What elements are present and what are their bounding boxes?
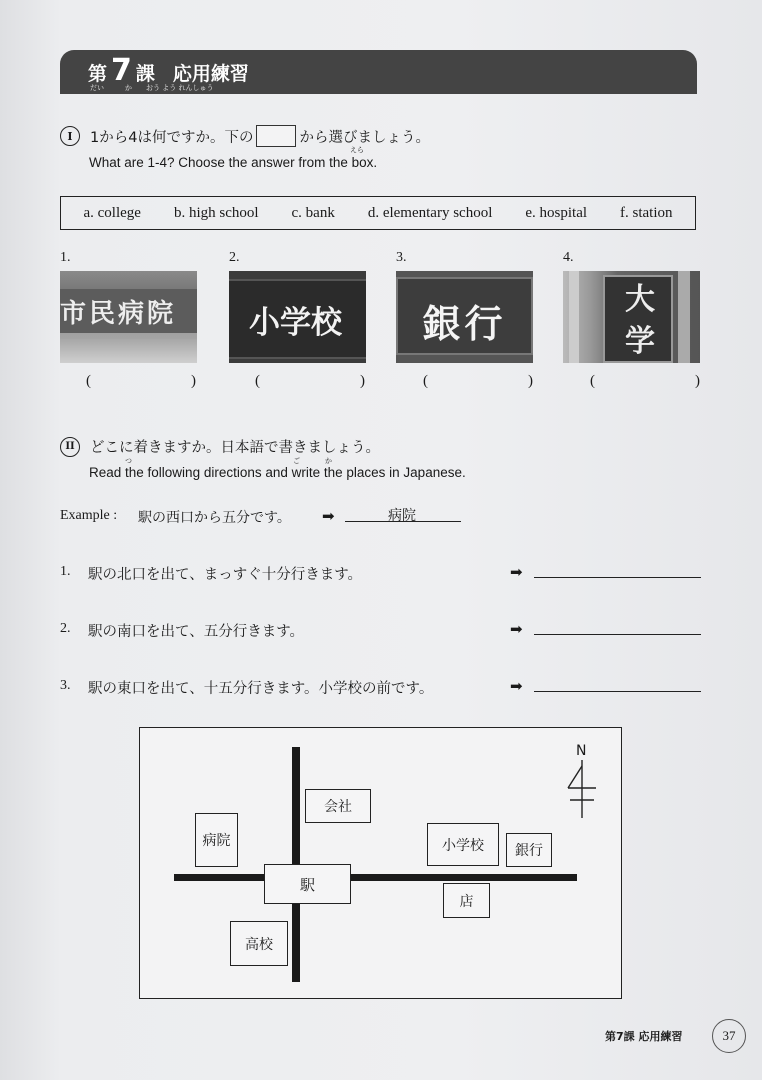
lesson-suffix: 課	[135, 63, 155, 85]
q3-answer-line[interactable]	[534, 691, 701, 692]
example-text: 駅の西口から五分です。	[138, 510, 291, 526]
ruby-tsu: つ	[125, 457, 132, 465]
item-4-number: 4.	[563, 250, 574, 265]
building-elementary-school: 小学校	[427, 823, 499, 866]
item-3-number: 3.	[396, 250, 407, 265]
section2-numeral: II	[60, 437, 80, 457]
item-2-number: 2.	[229, 250, 240, 265]
q3-number: 3.	[60, 678, 71, 693]
building-station: 駅	[264, 864, 351, 904]
section1-numeral: I	[60, 126, 80, 146]
choice-b: b. high school	[173, 204, 259, 221]
q2-arrow-icon: ➡	[510, 620, 523, 638]
ruby-go: ご	[293, 457, 300, 465]
section2-question-en: Read the following directions and write the places in Japanese.	[89, 465, 466, 480]
photo-2-sign-text: 小学校	[249, 305, 342, 341]
lesson-prefix: 第	[88, 63, 108, 85]
paren-close: )	[360, 373, 365, 389]
paren-open: (	[86, 373, 91, 389]
town-map	[139, 727, 622, 999]
section1-question-jp	[60, 125, 430, 147]
choice-a: a. college	[83, 204, 141, 221]
answer-slot-1[interactable]	[86, 373, 196, 390]
paren-open: (	[255, 373, 260, 389]
paren-close: )	[695, 373, 700, 389]
photo-4-sign-text: 大学	[625, 282, 655, 359]
lesson-number: 7	[111, 53, 132, 88]
paren-close: )	[528, 373, 533, 389]
example-label: Example :	[60, 508, 118, 523]
section2-question-jp	[60, 436, 380, 457]
answer-slot-3[interactable]	[423, 373, 533, 390]
section2-jp-text: どこに着きますか。日本語で書きましょう。	[90, 440, 380, 456]
footer-label: 第7課 応用練習	[605, 1030, 683, 1043]
q2-answer-line[interactable]	[534, 634, 701, 635]
compass-north-label: N	[576, 743, 587, 759]
paren-open: (	[590, 373, 595, 389]
header-furigana: だい か おう よう れんしゅう	[90, 84, 214, 92]
road-horizontal	[174, 874, 577, 881]
photo-4-university-sign	[563, 271, 700, 363]
paren-close: )	[191, 373, 196, 389]
q3-text: 駅の東口を出て、十五分行きます。小学校の前です。	[88, 681, 434, 697]
choice-c: c. bank	[291, 204, 335, 221]
section1-jp-part1: 1から4は何ですか。下の	[90, 129, 254, 146]
q1-text: 駅の北口を出て、まっすぐ十分行きます。	[88, 567, 363, 583]
example-answer: 病院	[388, 508, 416, 524]
answer-slot-2[interactable]	[255, 373, 365, 390]
paren-open: (	[423, 373, 428, 389]
building-high-school: 高校	[230, 921, 288, 966]
example-arrow-icon: ➡	[322, 507, 335, 525]
building-shop: 店	[443, 883, 490, 918]
q1-arrow-icon: ➡	[510, 563, 523, 581]
q1-answer-line[interactable]	[534, 577, 701, 578]
ruby-ka: か	[325, 457, 332, 465]
photo-2-school-sign	[229, 271, 366, 363]
page-number: 37	[712, 1019, 746, 1053]
answer-slot-4[interactable]	[590, 373, 700, 390]
building-hospital: 病院	[195, 813, 238, 867]
q2-number: 2.	[60, 621, 71, 636]
item-1-number: 1.	[60, 250, 71, 265]
q3-arrow-icon: ➡	[510, 677, 523, 695]
photo-3-bank-sign	[396, 271, 533, 363]
choices-box	[60, 196, 696, 230]
building-bank: 銀行	[506, 833, 552, 867]
q1-number: 1.	[60, 564, 71, 579]
q2-text: 駅の南口を出て、五分行きます。	[88, 624, 305, 640]
choice-e: e. hospital	[525, 204, 588, 221]
section1-jp-part2: から選びましょう。	[299, 129, 430, 146]
section1-question-en: What are 1-4? Choose the answer from the box.	[89, 155, 378, 170]
photo-1-sign-text: 市民病院	[60, 299, 177, 329]
lesson-header-banner	[60, 50, 697, 94]
ruby-erabi: えら	[350, 146, 364, 154]
photo-3-sign-text: 銀行	[422, 302, 507, 346]
lesson-title: 応用練習	[172, 63, 249, 85]
answer-box-icon	[256, 125, 296, 147]
photo-1-hospital-sign	[60, 271, 197, 363]
building-company: 会社	[305, 789, 371, 823]
choice-d: d. elementary school	[367, 204, 493, 221]
choice-f: f. station	[620, 204, 673, 221]
compass-icon	[564, 758, 600, 820]
